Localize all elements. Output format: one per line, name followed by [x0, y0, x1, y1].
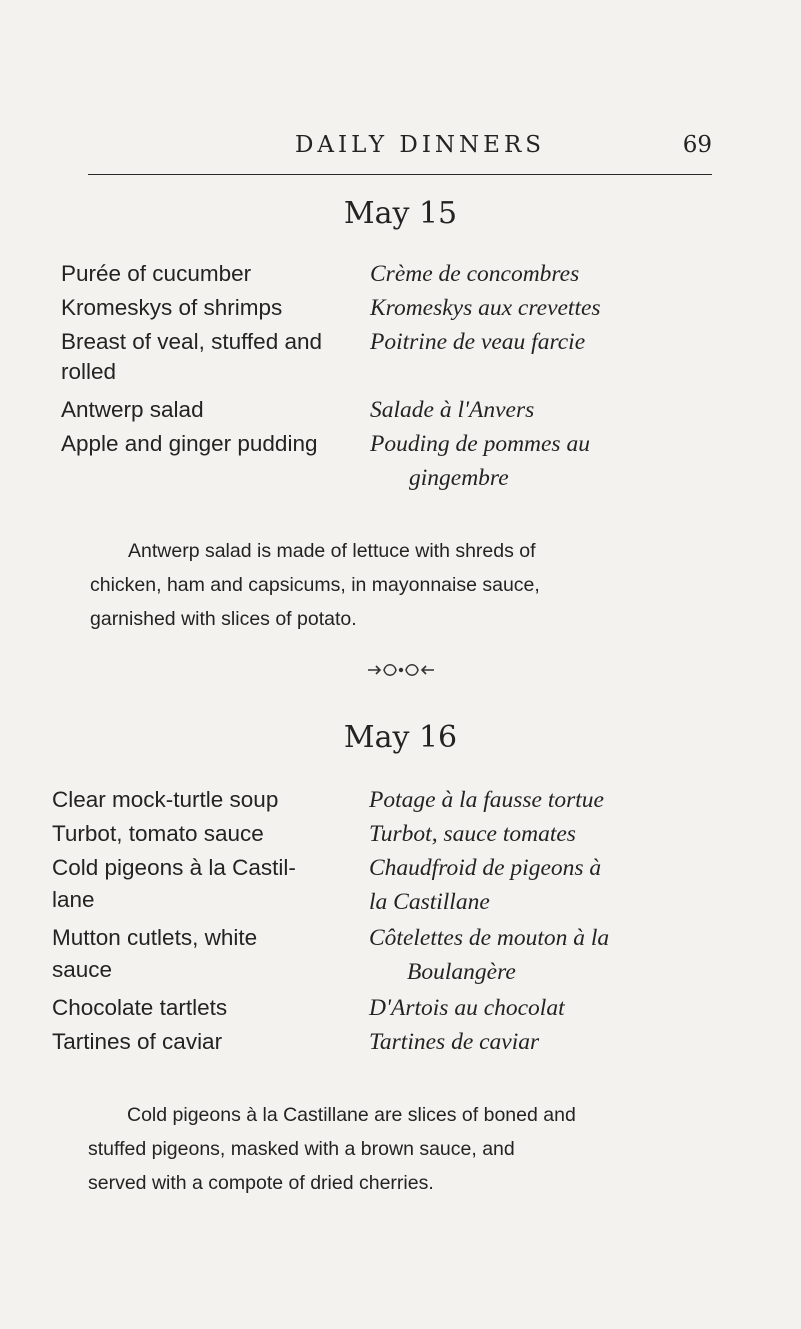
french-dish-continuation: gingembre	[409, 465, 509, 491]
french-dish: Tartines de caviar	[369, 1029, 540, 1055]
english-dish: Cold pigeons à la Castil-	[52, 855, 296, 880]
english-dish: Tartines of caviar	[52, 1029, 223, 1054]
french-dish-continuation: la Castillane	[369, 889, 490, 915]
note-line: garnished with slices of potato.	[90, 608, 357, 630]
french-dish: Poitrine de veau farcie	[370, 329, 586, 355]
note-line: Antwerp salad is made of lettuce with shreds of	[128, 540, 536, 562]
french-dish: Pouding de pommes au	[370, 431, 590, 457]
french-dish: Turbot, sauce tomates	[369, 821, 576, 847]
english-dish: Antwerp salad	[61, 397, 204, 422]
french-dish: Kromeskys aux crevettes	[370, 295, 601, 321]
english-dish: Apple and ginger pudding	[61, 431, 318, 456]
note-line: chicken, ham and capsicums, in mayonnaise sauce,	[90, 574, 540, 596]
french-dish: Salade à l'Anvers	[370, 397, 535, 423]
english-dish: Chocolate tartlets	[52, 995, 228, 1020]
english-dish: Kromeskys of shrimps	[61, 295, 283, 320]
note-line: stuffed pigeons, masked with a brown sauce, and	[88, 1138, 515, 1160]
english-dish-continuation: rolled	[61, 359, 117, 384]
english-dish: Turbot, tomato sauce	[52, 821, 264, 846]
english-dish: Breast of veal, stuffed and	[61, 329, 323, 354]
english-dish: Purée of cucumber	[61, 261, 252, 286]
french-dish: Côtelettes de mouton à la	[369, 925, 610, 951]
french-dish-continuation: Boulangère	[407, 959, 516, 985]
day-heading: May 16	[343, 720, 458, 755]
english-dish-continuation: sauce	[52, 957, 113, 982]
section-ornament	[0, 660, 801, 684]
french-dish: D'Artois au chocolat	[369, 995, 565, 1021]
english-dish: Clear mock-turtle soup	[52, 787, 279, 812]
page-number: 69	[682, 132, 712, 158]
french-dish: Chaudfroid de pigeons à	[369, 855, 602, 881]
header-rule	[88, 174, 712, 175]
note-line: Cold pigeons à la Castillane are slices of boned and	[127, 1104, 576, 1126]
english-dish-continuation: lane	[52, 887, 95, 912]
running-title: DAILY DINNERS	[294, 132, 546, 158]
french-dish: Crème de concombres	[370, 261, 580, 287]
english-dish: Mutton cutlets, white	[52, 925, 258, 950]
ornament-icon	[366, 660, 436, 680]
note-line: served with a compote of dried cherries.	[88, 1172, 434, 1194]
french-dish: Potage à la fausse tortue	[369, 787, 604, 813]
running-header	[88, 132, 712, 172]
day-heading: May 15	[343, 196, 458, 231]
